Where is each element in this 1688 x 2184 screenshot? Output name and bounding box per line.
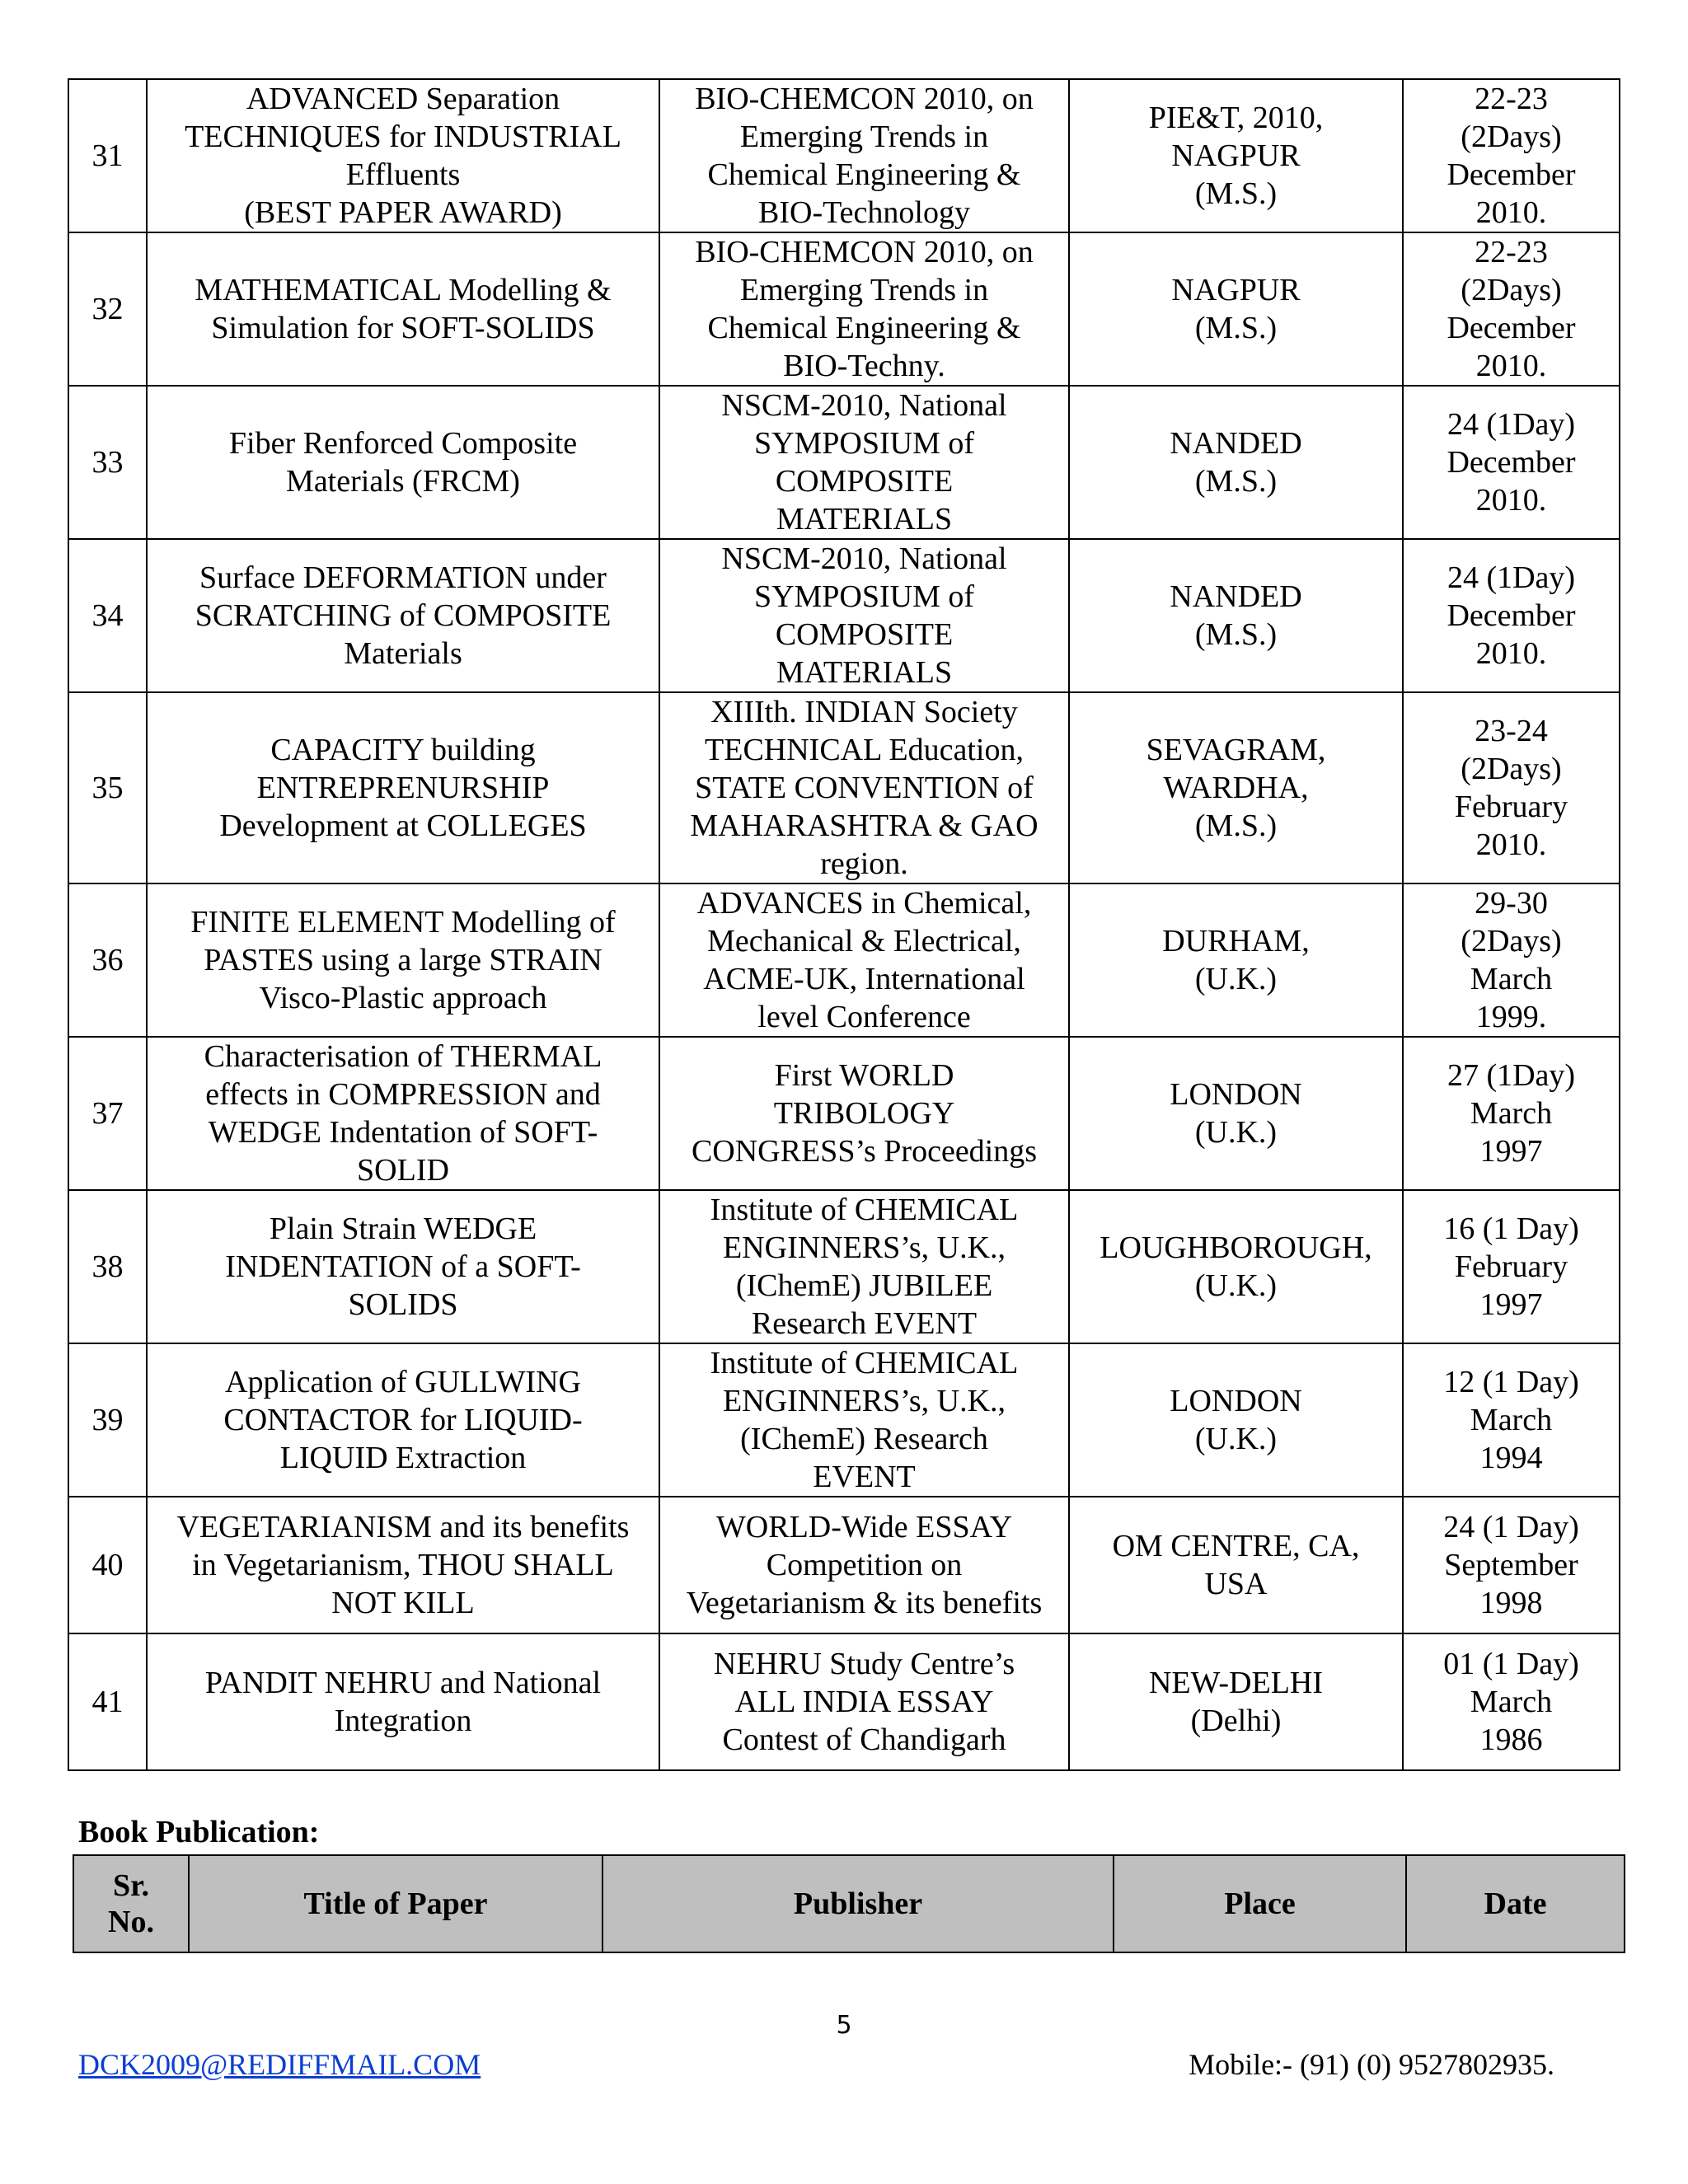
- date-cell-line: March: [1470, 1096, 1553, 1131]
- event-cell: [659, 1190, 1069, 1343]
- event-cell-line: XIIIth. INDIAN Society: [710, 695, 1018, 729]
- event-cell-line: Vegetarianism & its benefits: [686, 1586, 1043, 1620]
- event-cell-line: BIO-CHEMCON 2010, on: [695, 82, 1034, 116]
- place-cell-line: (M.S.): [1194, 176, 1278, 211]
- date-cell-line: 29-30: [1475, 886, 1548, 921]
- date-cell-line: 24 (1Day): [1447, 560, 1576, 595]
- paper-title-cell: [147, 1497, 659, 1633]
- paper-title-cell-line: SOLID: [357, 1153, 449, 1188]
- date-cell-line: 27 (1Day): [1447, 1058, 1576, 1093]
- event-cell-line: ENGINNERS’s, U.K.,: [722, 1230, 1006, 1265]
- date-cell-line: (2Days): [1461, 924, 1562, 958]
- book-table-header-row: [73, 1855, 1625, 1952]
- event-cell-line: Institute of CHEMICAL: [710, 1346, 1019, 1380]
- paper-title-cell-line: Application of GULLWING: [225, 1365, 581, 1399]
- sr-no-cell: 37: [68, 1037, 147, 1190]
- date-cell: [1403, 1190, 1620, 1343]
- place-cell-line: (Delhi): [1190, 1704, 1282, 1738]
- header-sr-line2: No.: [108, 1905, 154, 1939]
- event-cell-line: Institute of CHEMICAL: [710, 1193, 1019, 1227]
- event-cell-line: MATERIALS: [776, 502, 953, 537]
- paper-title-cell-line: TECHNIQUES for INDUSTRIAL: [185, 120, 621, 154]
- date-cell-line: 2010.: [1475, 349, 1547, 383]
- event-cell-line: SYMPOSIUM of: [753, 579, 975, 614]
- place-cell-line: (U.K.): [1194, 1422, 1278, 1456]
- table-row: [68, 1497, 1620, 1633]
- date-cell-line: February: [1454, 1249, 1568, 1284]
- book-publication-table: [73, 1854, 1625, 1953]
- paper-title-cell-line: LIQUID Extraction: [279, 1441, 527, 1475]
- date-cell-line: March: [1470, 1403, 1553, 1437]
- event-cell-line: ALL INDIA ESSAY: [734, 1685, 994, 1719]
- event-cell-line: Chemical Engineering &: [707, 157, 1021, 192]
- place-cell-line: OM CENTRE, CA,: [1112, 1529, 1360, 1563]
- paper-title-cell-line: ENTREPRENURSHIP: [256, 771, 550, 805]
- header-sr-line1: Sr.: [112, 1868, 149, 1903]
- mobile-number: Mobile:- (91) (0) 9527802935.: [1189, 2048, 1554, 2081]
- sr-no-cell: 31: [68, 79, 147, 232]
- event-cell: [659, 1633, 1069, 1770]
- date-cell-line: 22-23: [1475, 82, 1548, 116]
- date-cell-line: (2Days): [1461, 273, 1562, 307]
- date-cell-line: 1997: [1479, 1134, 1543, 1169]
- paper-title-cell-line: SCRATCHING of COMPOSITE: [195, 598, 612, 633]
- date-cell-line: 2010.: [1475, 483, 1547, 518]
- paper-title-cell-line: CAPACITY building: [270, 733, 536, 767]
- event-cell: [659, 232, 1069, 386]
- event-cell: [659, 692, 1069, 883]
- place-cell: [1069, 1343, 1403, 1497]
- event-cell-line: COMPOSITE: [775, 464, 954, 499]
- date-cell-line: (2Days): [1461, 120, 1562, 154]
- paper-title-cell-line: MATHEMATICAL Modelling &: [195, 273, 612, 307]
- header-title: Title of Paper: [189, 1855, 603, 1952]
- event-cell: [659, 386, 1069, 539]
- date-cell-line: September: [1444, 1548, 1578, 1582]
- date-cell-line: December: [1447, 445, 1576, 480]
- place-cell: [1069, 79, 1403, 232]
- place-cell: [1069, 1633, 1403, 1770]
- paper-title-cell-line: Plain Strain WEDGE: [269, 1212, 537, 1246]
- sr-no-cell: 35: [68, 692, 147, 883]
- place-cell-line: USA: [1204, 1567, 1268, 1601]
- paper-title-cell: [147, 1190, 659, 1343]
- date-cell-line: 22-23: [1475, 235, 1548, 269]
- place-cell-line: (U.K.): [1194, 1115, 1278, 1150]
- paper-title-cell-line: in Vegetarianism, THOU SHALL: [192, 1548, 614, 1582]
- paper-title-cell-line: SOLIDS: [348, 1287, 458, 1322]
- event-cell-line: BIO-Technology: [758, 195, 970, 230]
- date-cell-line: 12 (1 Day): [1443, 1365, 1579, 1399]
- date-cell-line: 24 (1Day): [1447, 407, 1576, 442]
- date-cell: [1403, 79, 1620, 232]
- event-cell-line: STATE CONVENTION of: [695, 771, 1034, 805]
- event-cell-line: ENGINNERS’s, U.K.,: [722, 1384, 1006, 1418]
- date-cell: [1403, 1037, 1620, 1190]
- sr-no-cell: 38: [68, 1190, 147, 1343]
- papers-table-body: [68, 79, 1620, 1770]
- event-cell-line: First WORLD: [774, 1058, 954, 1093]
- event-cell-line: Chemical Engineering &: [707, 311, 1021, 345]
- date-cell-line: (2Days): [1461, 752, 1562, 786]
- header-publisher: Publisher: [603, 1855, 1114, 1952]
- date-cell-line: March: [1470, 962, 1553, 996]
- book-publication-heading: Book Publication:: [78, 1815, 320, 1849]
- event-cell-line: BIO-CHEMCON 2010, on: [695, 235, 1034, 269]
- place-cell-line: DURHAM,: [1162, 924, 1310, 958]
- paper-title-cell-line: Materials (FRCM): [286, 464, 520, 499]
- table-row: [68, 692, 1620, 883]
- place-cell: [1069, 883, 1403, 1037]
- date-cell: [1403, 386, 1620, 539]
- event-cell: [659, 883, 1069, 1037]
- paper-title-cell: [147, 232, 659, 386]
- event-cell-line: NSCM-2010, National: [721, 541, 1007, 576]
- place-cell-line: (U.K.): [1194, 1268, 1278, 1303]
- paper-title-cell: [147, 692, 659, 883]
- place-cell-line: (M.S.): [1194, 464, 1278, 499]
- place-cell-line: WARDHA,: [1163, 771, 1309, 805]
- paper-title-cell-line: Effluents: [345, 157, 461, 192]
- table-row: [68, 386, 1620, 539]
- date-cell-line: 16 (1 Day): [1443, 1212, 1579, 1246]
- event-cell-line: TRIBOLOGY: [773, 1096, 955, 1131]
- table-row: [68, 883, 1620, 1037]
- place-cell-line: (M.S.): [1194, 617, 1278, 652]
- place-cell-line: LONDON: [1170, 1384, 1302, 1418]
- paper-title-cell: [147, 1633, 659, 1770]
- place-cell-line: LONDON: [1170, 1077, 1302, 1112]
- event-cell-line: WORLD-Wide ESSAY: [715, 1510, 1013, 1544]
- event-cell-line: (IChemE) Research: [740, 1422, 988, 1456]
- sr-no-cell: 41: [68, 1633, 147, 1770]
- event-cell-line: Emerging Trends in: [739, 120, 989, 154]
- date-cell-line: 01 (1 Day): [1443, 1647, 1579, 1681]
- event-cell-line: SYMPOSIUM of: [753, 426, 975, 461]
- paper-title-cell: [147, 386, 659, 539]
- date-cell-line: December: [1447, 311, 1576, 345]
- date-cell-line: 24 (1 Day): [1443, 1510, 1579, 1544]
- event-cell-line: BIO-Techny.: [783, 349, 945, 383]
- paper-title-cell-line: Surface DEFORMATION under: [199, 560, 607, 595]
- event-cell-line: CONGRESS’s Proceedings: [691, 1134, 1038, 1169]
- table-row: [68, 1633, 1620, 1770]
- event-cell-line: region.: [820, 846, 908, 881]
- place-cell: [1069, 1190, 1403, 1343]
- event-cell-line: TECHNICAL Education,: [705, 733, 1024, 767]
- date-cell: [1403, 883, 1620, 1037]
- place-cell-line: SEVAGRAM,: [1146, 733, 1326, 767]
- date-cell-line: 1998: [1479, 1586, 1543, 1620]
- paper-title-cell-line: VEGETARIANISM and its benefits: [176, 1510, 630, 1544]
- date-cell-line: 1999.: [1475, 1000, 1547, 1034]
- paper-title-cell-line: Integration: [334, 1704, 472, 1738]
- paper-title-cell-line: INDENTATION of a SOFT-: [225, 1249, 581, 1284]
- paper-title-cell-line: NOT KILL: [331, 1586, 475, 1620]
- event-cell-line: NEHRU Study Centre’s: [713, 1647, 1015, 1681]
- sr-no-cell: 39: [68, 1343, 147, 1497]
- date-cell: [1403, 232, 1620, 386]
- event-cell-line: level Conference: [757, 1000, 971, 1034]
- place-cell-line: NANDED: [1170, 579, 1302, 614]
- place-cell: [1069, 539, 1403, 692]
- paper-title-cell-line: Characterisation of THERMAL: [204, 1039, 603, 1074]
- paper-title-cell-line: Fiber Renforced Composite: [228, 426, 578, 461]
- event-cell: [659, 1343, 1069, 1497]
- table-row: [68, 539, 1620, 692]
- paper-title-cell: [147, 1037, 659, 1190]
- date-cell: [1403, 1633, 1620, 1770]
- date-cell-line: 2010.: [1475, 827, 1547, 862]
- table-row: [68, 1190, 1620, 1343]
- header-date: Date: [1406, 1855, 1625, 1952]
- papers-table: [68, 78, 1620, 1771]
- place-cell: [1069, 232, 1403, 386]
- paper-title-cell-line: FINITE ELEMENT Modelling of: [190, 905, 616, 940]
- email-link[interactable]: DCK2009@REDIFFMAIL.COM: [78, 2048, 481, 2081]
- event-cell-line: MATERIALS: [776, 655, 953, 690]
- table-row: [68, 79, 1620, 232]
- paper-title-cell-line: effects in COMPRESSION and: [205, 1077, 601, 1112]
- place-cell: [1069, 692, 1403, 883]
- place-cell: [1069, 386, 1403, 539]
- date-cell-line: 1994: [1479, 1441, 1543, 1475]
- place-cell-line: PIE&T, 2010,: [1148, 101, 1324, 135]
- event-cell-line: Competition on: [766, 1548, 963, 1582]
- date-cell: [1403, 539, 1620, 692]
- sr-no-cell: 36: [68, 883, 147, 1037]
- sr-no-cell: 33: [68, 386, 147, 539]
- event-cell-line: ACME-UK, International: [703, 962, 1025, 996]
- paper-title-cell-line: (BEST PAPER AWARD): [244, 195, 562, 230]
- date-cell: [1403, 1497, 1620, 1633]
- date-cell-line: 2010.: [1475, 195, 1547, 230]
- paper-title-cell-line: WEDGE Indentation of SOFT-: [208, 1115, 598, 1150]
- event-cell: [659, 539, 1069, 692]
- event-cell-line: Emerging Trends in: [739, 273, 989, 307]
- date-cell-line: December: [1447, 157, 1576, 192]
- paper-title-cell-line: Simulation for SOFT-SOLIDS: [211, 311, 595, 345]
- date-cell-line: 2010.: [1475, 636, 1547, 671]
- event-cell-line: MAHARASHTRA & GAO: [690, 808, 1039, 843]
- date-cell: [1403, 1343, 1620, 1497]
- place-cell-line: (M.S.): [1194, 808, 1278, 843]
- sr-no-cell: 40: [68, 1497, 147, 1633]
- table-row: [68, 1037, 1620, 1190]
- paper-title-cell: [147, 1343, 659, 1497]
- sr-no-cell: 32: [68, 232, 147, 386]
- paper-title-cell-line: PASTES using a large STRAIN: [204, 943, 603, 977]
- place-cell: [1069, 1497, 1403, 1633]
- date-cell-line: February: [1454, 790, 1568, 824]
- date-cell-line: December: [1447, 598, 1576, 633]
- date-cell-line: 23-24: [1475, 714, 1548, 748]
- event-cell-line: (IChemE) JUBILEE: [735, 1268, 993, 1303]
- paper-title-cell: [147, 883, 659, 1037]
- place-cell-line: (M.S.): [1194, 311, 1278, 345]
- event-cell-line: COMPOSITE: [775, 617, 954, 652]
- paper-title-cell-line: CONTACTOR for LIQUID-: [223, 1403, 583, 1437]
- paper-title-cell-line: Materials: [344, 636, 462, 671]
- date-cell-line: 1986: [1479, 1722, 1543, 1757]
- event-cell: [659, 79, 1069, 232]
- paper-title-cell-line: Visco-Plastic approach: [259, 981, 547, 1015]
- event-cell-line: Research EVENT: [751, 1306, 978, 1341]
- paper-title-cell: [147, 539, 659, 692]
- table-row: [68, 232, 1620, 386]
- event-cell-line: NSCM-2010, National: [721, 388, 1007, 423]
- place-cell: [1069, 1037, 1403, 1190]
- page-number: 5: [836, 2011, 852, 2040]
- paper-title-cell-line: ADVANCED Separation: [246, 82, 560, 116]
- place-cell-line: NANDED: [1170, 426, 1302, 461]
- paper-title-cell-line: Development at COLLEGES: [219, 808, 587, 843]
- place-cell-line: LOUGHBOROUGH,: [1100, 1230, 1372, 1265]
- event-cell-line: Mechanical & Electrical,: [707, 924, 1021, 958]
- event-cell-line: ADVANCES in Chemical,: [696, 886, 1032, 921]
- event-cell: [659, 1037, 1069, 1190]
- event-cell-line: EVENT: [813, 1460, 916, 1494]
- date-cell-line: 1997: [1479, 1287, 1543, 1322]
- paper-title-cell-line: PANDIT NEHRU and National: [204, 1666, 602, 1700]
- header-place: Place: [1114, 1855, 1406, 1952]
- event-cell-line: Contest of Chandigarh: [722, 1722, 1006, 1757]
- place-cell-line: (U.K.): [1194, 962, 1278, 996]
- place-cell-line: NAGPUR: [1171, 273, 1301, 307]
- sr-no-cell: 34: [68, 539, 147, 692]
- place-cell-line: NAGPUR: [1171, 138, 1301, 173]
- event-cell: [659, 1497, 1069, 1633]
- date-cell-line: March: [1470, 1685, 1553, 1719]
- place-cell-line: NEW-DELHI: [1148, 1666, 1324, 1700]
- table-row: [68, 1343, 1620, 1497]
- paper-title-cell: [147, 79, 659, 232]
- header-sr-no: [73, 1855, 189, 1952]
- date-cell: [1403, 692, 1620, 883]
